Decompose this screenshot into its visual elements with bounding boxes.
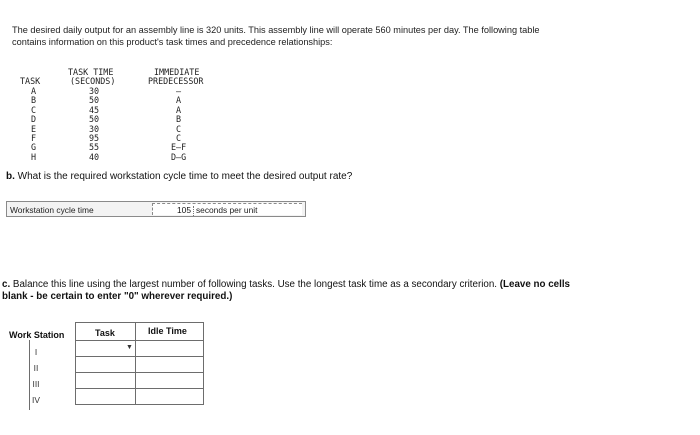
table-border-top xyxy=(75,322,203,323)
task-input-cell[interactable] xyxy=(75,372,136,389)
task-id-cell: C xyxy=(31,104,37,115)
problem-intro xyxy=(12,24,652,48)
task-time-cell: 50 xyxy=(89,114,100,125)
header-pred-2: PREDECESSOR xyxy=(148,76,204,86)
task-id-cell: F xyxy=(31,133,37,143)
predecessor-cell: B xyxy=(176,114,182,125)
header-work-station: Work Station xyxy=(9,330,65,340)
predecessor-cell: E–F xyxy=(171,142,187,153)
question-c xyxy=(2,279,692,303)
header-time-2: (SECONDS) xyxy=(70,76,116,86)
idle-time-input-cell[interactable] xyxy=(135,340,204,357)
station-label: I xyxy=(34,347,38,357)
task-id-cell: G xyxy=(31,142,37,153)
task-input-cell[interactable] xyxy=(75,388,136,405)
task-time-cell: 55 xyxy=(89,142,100,153)
predecessor-cell: C xyxy=(176,133,182,143)
task-id-cell: H xyxy=(31,151,37,162)
task-time-cell: 30 xyxy=(89,123,100,134)
predecessor-cell: A xyxy=(176,104,182,115)
header-task: TASK xyxy=(20,76,41,86)
station-label: II xyxy=(33,363,39,373)
cycle-time-value[interactable]: 105 xyxy=(177,205,191,215)
header-pred-1: IMMEDIATE xyxy=(154,67,200,77)
intro-line-2: contains information on this product's task times and precedence relationships: xyxy=(12,37,333,47)
header-task: Task xyxy=(95,328,115,338)
cycle-time-label: Workstation cycle time xyxy=(10,205,94,215)
task-id-cell: A xyxy=(31,86,37,96)
table-border-mid xyxy=(135,322,136,340)
task-time-cell: 40 xyxy=(89,151,100,162)
task-time-cell: 30 xyxy=(89,86,100,96)
cycle-time-row xyxy=(6,201,306,217)
input-separator xyxy=(193,206,194,216)
idle-time-input-cell[interactable] xyxy=(135,388,204,405)
table-border-right xyxy=(203,322,204,340)
task-id-cell: D xyxy=(31,114,37,125)
task-time-cell: 95 xyxy=(89,133,100,143)
cycle-time-input[interactable] xyxy=(152,203,302,215)
task-time-cell: 45 xyxy=(89,104,100,115)
task-precedence-table xyxy=(14,67,214,167)
predecessor-cell: D–G xyxy=(171,151,187,162)
chevron-down-icon[interactable]: ▼ xyxy=(126,344,133,351)
question-b-text: What is the required workstation cycle time to meet the desired output rate? xyxy=(17,171,353,182)
question-b-prefix: b. xyxy=(6,171,15,182)
question-c-instruction-2: blank - be certain to enter "0" wherever required.) xyxy=(2,291,233,302)
question-b xyxy=(6,171,352,182)
question-c-instruction-1: (Leave no cells xyxy=(499,279,570,290)
station-label: IV xyxy=(32,395,40,405)
cycle-time-unit: seconds per unit xyxy=(195,205,258,215)
task-time-cell: 50 xyxy=(89,95,100,106)
task-id-cell: B xyxy=(31,95,37,106)
predecessor-cell: C xyxy=(176,123,182,134)
header-idle-time: Idle Time xyxy=(148,326,187,336)
table-border-left xyxy=(75,322,76,340)
task-input-cell[interactable] xyxy=(75,356,136,373)
line-balance-table xyxy=(5,322,203,422)
idle-time-input-cell[interactable] xyxy=(135,356,204,373)
question-c-text: Balance this line using the largest number of following tasks. Use the longest task time as a secondary criterion. xyxy=(12,279,498,290)
predecessor-cell: – xyxy=(176,86,182,96)
question-c-prefix: c. xyxy=(2,279,11,290)
idle-time-input-cell[interactable] xyxy=(135,372,204,389)
header-time-1: TASK TIME xyxy=(68,67,114,77)
intro-line-1: The desired daily output for an assembly line is 320 units. This assembly line will operate 560 minutes per day. The following table xyxy=(12,25,540,35)
station-label: III xyxy=(32,379,40,389)
task-id-cell: E xyxy=(31,123,37,134)
predecessor-cell: A xyxy=(176,95,182,106)
